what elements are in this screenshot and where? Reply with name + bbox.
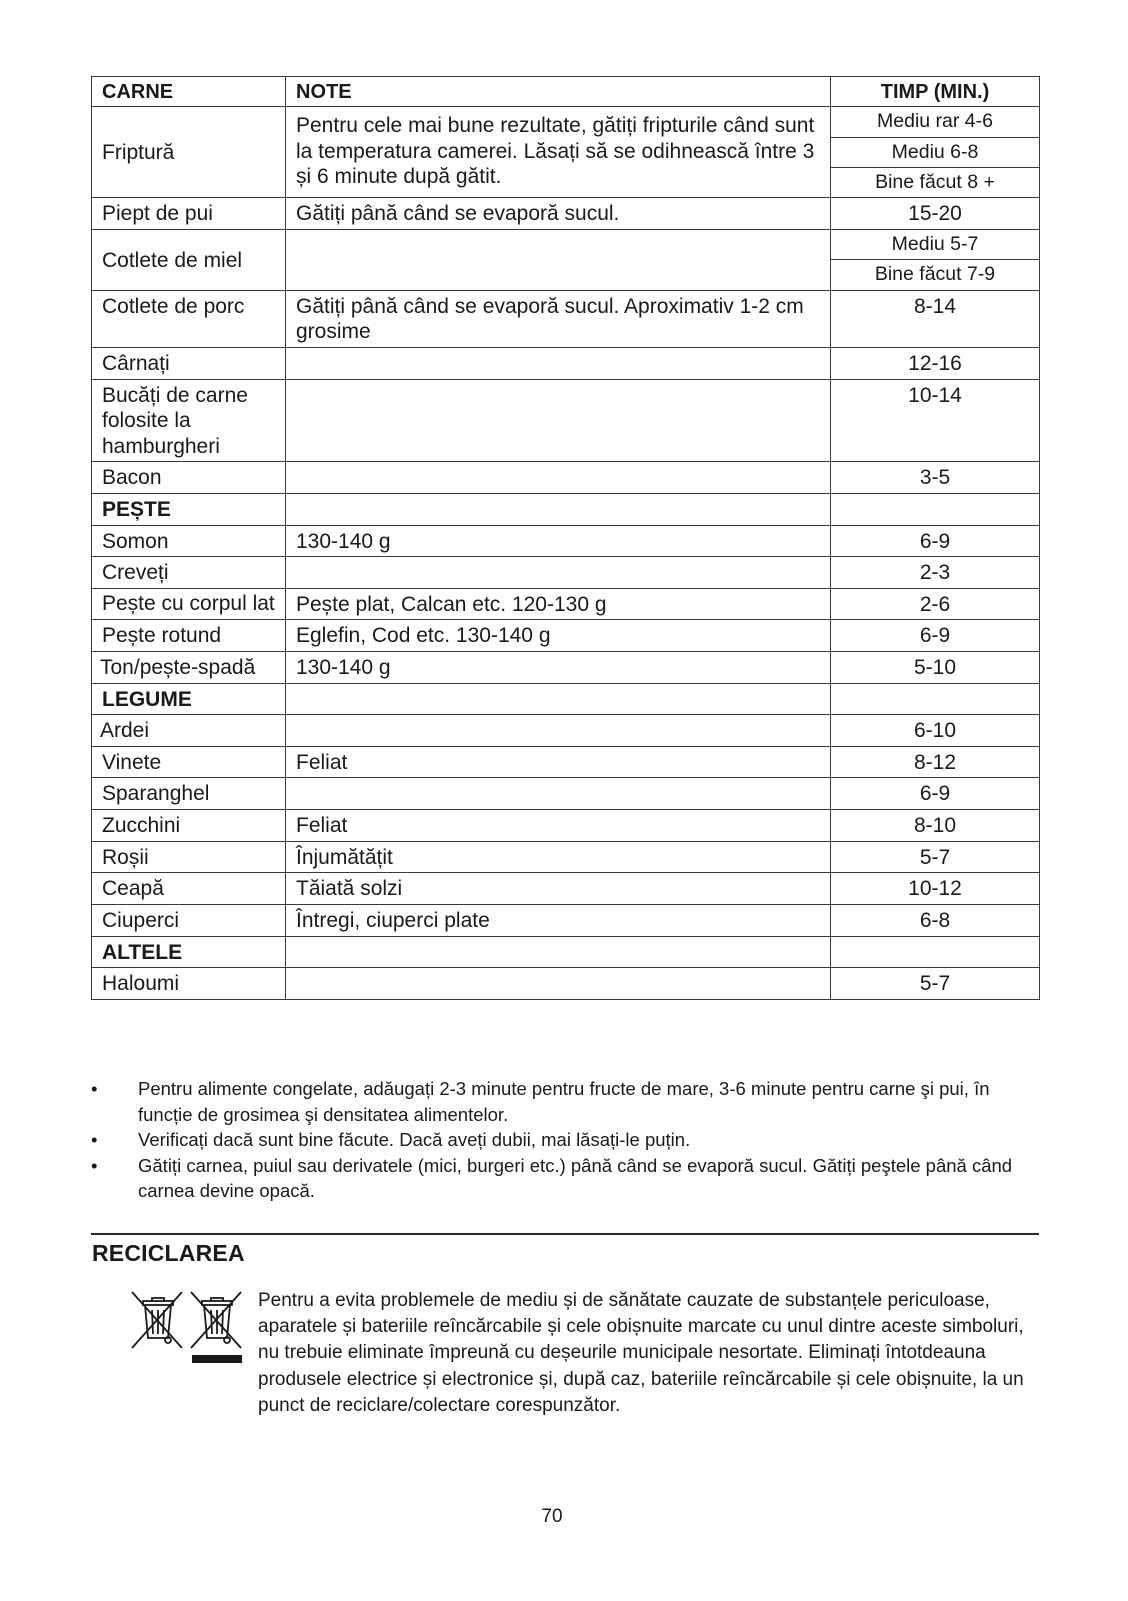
food-note [286, 715, 831, 747]
empty-cell [831, 683, 1040, 715]
notes-list [91, 1076, 1041, 1204]
cook-time: 5-7 [831, 841, 1040, 873]
food-name: Ardei [92, 715, 286, 747]
cook-time: 6-9 [831, 620, 1040, 652]
food-name: Cotlete de miel [92, 230, 286, 291]
food-name: Zucchini [92, 810, 286, 842]
food-note [286, 557, 831, 589]
cook-time: 15-20 [831, 198, 1040, 230]
food-note: Înjumătățit [286, 841, 831, 873]
table-header-row [92, 77, 1040, 107]
table-row [92, 347, 1040, 379]
table-row [92, 290, 1040, 347]
section-row-peste [92, 493, 1040, 525]
food-note [286, 778, 831, 810]
cook-time: 6-9 [831, 778, 1040, 810]
empty-cell [286, 493, 831, 525]
header-note: NOTE [286, 77, 831, 107]
cook-time: 6-9 [831, 525, 1040, 557]
cooking-times-table [91, 76, 1040, 1000]
food-name: Sparanghel [92, 778, 286, 810]
food-note: Pentru cele mai bune rezultate, gătiți fripturile când sunt la temperatura camerei. Lăsați să se odihnească între 3 și 6 minute după gătit. [286, 107, 831, 198]
food-note [286, 462, 831, 494]
list-item [91, 1127, 1041, 1153]
cook-time: 2-6 [831, 588, 1040, 620]
section-title: PEȘTE [92, 493, 286, 525]
note-text: Verificați dacă sunt bine făcute. Dacă aveți dubii, mai lăsați-le puțin. [138, 1129, 691, 1151]
empty-cell [286, 936, 831, 968]
food-note: Gătiți până când se evaporă sucul. Aproximativ 1-2 cm grosime [286, 290, 831, 347]
empty-cell [831, 493, 1040, 525]
food-note: Eglefin, Cod etc. 130-140 g [286, 620, 831, 652]
cook-time: Mediu 5-7 [831, 230, 1040, 260]
table-row [92, 525, 1040, 557]
header-carne: CARNE [92, 77, 286, 107]
food-note: Feliat [286, 746, 831, 778]
list-item [91, 1153, 1041, 1204]
cook-time: 8-10 [831, 810, 1040, 842]
table-row [92, 588, 1040, 620]
food-note [286, 968, 831, 1000]
section-row-legume [92, 683, 1040, 715]
food-name: Roșii [92, 841, 286, 873]
food-name: Haloumi [92, 968, 286, 1000]
food-name: Cotlete de porc [92, 290, 286, 347]
food-name: Cârnați [92, 347, 286, 379]
food-note: Gătiți până când se evaporă sucul. [286, 198, 831, 230]
table-row [92, 968, 1040, 1000]
cook-time: Mediu 6-8 [831, 137, 1040, 167]
food-note: Feliat [286, 810, 831, 842]
crossed-out-wheelie-bin-icon [128, 1288, 246, 1368]
food-name: Creveți [92, 557, 286, 589]
bullet: • [91, 1078, 98, 1099]
empty-cell [286, 683, 831, 715]
cook-time: 2-3 [831, 557, 1040, 589]
food-name: Bucăți de carne folosite la hamburgheri [92, 379, 286, 462]
cook-time: 5-7 [831, 968, 1040, 1000]
table-row [92, 557, 1040, 589]
bullet: • [91, 1129, 98, 1151]
section-title: LEGUME [92, 683, 286, 715]
note-text: Pentru alimente congelate, adăugați 2-3 minute pentru fructe de mare, 3-6 minute pentru carne şi pui, în funcție de grosimea şi densitatea alimentelor. [138, 1078, 990, 1125]
table-row [92, 873, 1040, 905]
table-row [92, 778, 1040, 810]
table-row [92, 107, 1040, 137]
food-name: Ceapă [92, 873, 286, 905]
cook-time: Bine făcut 7-9 [831, 260, 1040, 290]
recycling-symbols [128, 1288, 246, 1368]
table-row [92, 379, 1040, 462]
food-name: Ciuperci [92, 904, 286, 936]
table-row [92, 904, 1040, 936]
table-row [92, 198, 1040, 230]
table-row [92, 746, 1040, 778]
cook-time: Mediu rar 4-6 [831, 107, 1040, 137]
food-name: Pește cu corpul lat [92, 588, 286, 620]
cook-time: 5-10 [831, 652, 1040, 684]
food-note: Întregi, ciuperci plate [286, 904, 831, 936]
section-divider [91, 1233, 1039, 1235]
food-note: Tăiată solzi [286, 873, 831, 905]
food-name: Friptură [92, 107, 286, 198]
food-name: Piept de pui [92, 198, 286, 230]
food-note: 130-140 g [286, 652, 831, 684]
cook-time: 8-14 [831, 290, 1040, 347]
cook-time: 3-5 [831, 462, 1040, 494]
note-text: Gătiți carnea, puiul sau derivatele (mici, burgeri etc.) până când se evaporă sucul. Gătiți peştele până când carnea devine opacă. [138, 1154, 1013, 1202]
cook-time: 10-12 [831, 873, 1040, 905]
cook-time: 6-8 [831, 904, 1040, 936]
section-row-altele [92, 936, 1040, 968]
section-title: ALTELE [92, 936, 286, 968]
table-row [92, 652, 1040, 684]
food-name: Vinete [92, 746, 286, 778]
list-item [91, 1076, 1041, 1127]
food-note: 130-140 g [286, 525, 831, 557]
page-number: 70 [541, 1506, 563, 1527]
food-name: Ton/pește-spadă [92, 652, 286, 684]
table-row [92, 230, 1040, 260]
bullet: • [91, 1154, 98, 1176]
food-name: Pește rotund [92, 620, 286, 652]
cook-time: 12-16 [831, 347, 1040, 379]
recycling-text: Pentru a evita problemele de mediu și de sănătate cauzate de substanțele periculoase, aparatele și bateriile reîncărcabile și cele obișnuite marcate cu unul dintre aceste simboluri, nu trebuie eliminate împreună cu deșeurile municipale nesortate. Eliminați întotdeauna produsele electrice și electronice și, după caz, bateriile reîncărcabile și cele obișnuite, la un punct de reciclare/colectare corespunzător. [258, 1290, 1024, 1416]
table-row [92, 715, 1040, 747]
food-name: Bacon [92, 462, 286, 494]
cook-time: 8-12 [831, 746, 1040, 778]
food-note [286, 230, 831, 291]
food-note [286, 347, 831, 379]
cook-time: 10-14 [831, 379, 1040, 462]
food-note: Pește plat, Calcan etc. 120-130 g [286, 588, 831, 620]
table-row [92, 462, 1040, 494]
header-timp: TIMP (MIN.) [831, 77, 1040, 107]
empty-cell [831, 936, 1040, 968]
section-heading: RECICLAREA [92, 1240, 245, 1266]
cook-time: Bine făcut 8 + [831, 168, 1040, 198]
table-row [92, 841, 1040, 873]
table-row [92, 620, 1040, 652]
food-note [286, 379, 831, 462]
cook-time: 6-10 [831, 715, 1040, 747]
table-row [92, 810, 1040, 842]
food-name: Somon [92, 525, 286, 557]
